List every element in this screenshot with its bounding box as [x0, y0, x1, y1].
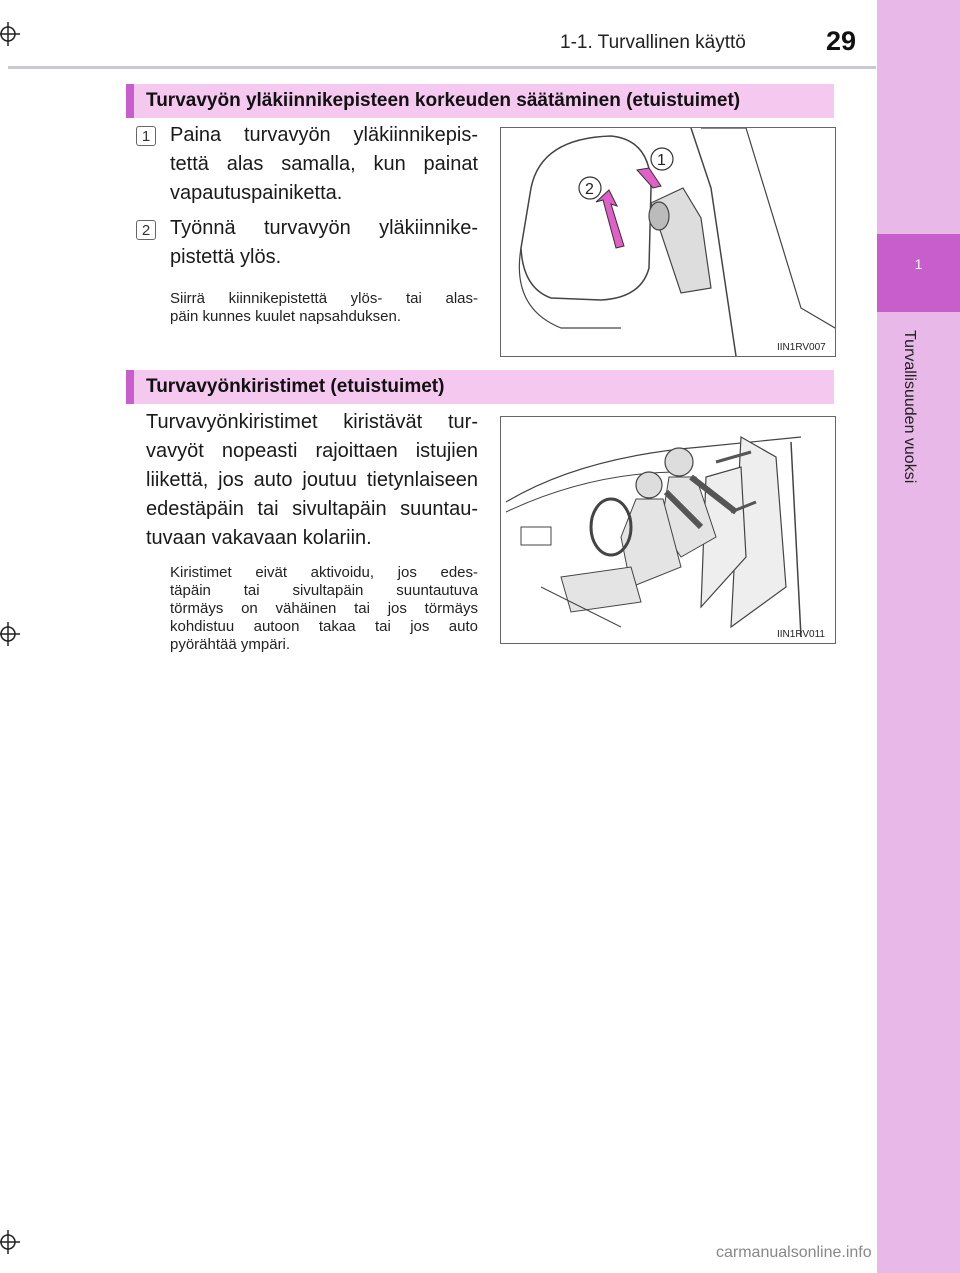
- step-marker: 1: [136, 126, 156, 146]
- step-1-text: Paina turvavyön yläkiinnikepis- tettä alas samalla, kun painat vapautuspainiketta.: [170, 124, 478, 204]
- chapter-tab[interactable]: [877, 234, 960, 312]
- pretensioner-drawing: [501, 417, 835, 643]
- registration-mark-icon: [0, 1230, 20, 1254]
- step-2-text: Työnnä turvavyön yläkiinnike- pistettä ylös.: [170, 217, 478, 268]
- registration-mark-icon: [0, 622, 20, 646]
- section-title: Turvavyön yläkiinnikepisteen korkeuden säätäminen (etuistuimet): [146, 90, 741, 111]
- running-header: 1-1. Turvallinen käyttö: [560, 32, 746, 53]
- pretensioner-illustration: [500, 416, 836, 644]
- pretensioner-note: Kiristimet eivät aktivoidu, jos edes- täpäin tai sivultapäin suuntautuva törmäys on vähäinen tai jos törmäys kohdistuu autoon takaa tai jos auto pyörähtää ympäri.: [170, 564, 478, 653]
- page-number: 29: [826, 26, 857, 56]
- watermark: carmanualsonline.info: [716, 1244, 872, 1261]
- section-title: Turvavyönkiristimet (etuistuimet): [146, 376, 445, 397]
- section-heading-anchor-height: [126, 84, 834, 118]
- header-rule: [8, 66, 876, 69]
- note-text: Siirrä kiinnikepistettä ylös- tai alas- päin kunnes kuulet napsahduksen.: [170, 290, 478, 325]
- illustration-code: IIN1RV011: [777, 629, 825, 640]
- pretensioner-body: Turvavyönkiristimet kiristävät tur- vavyöt nopeasti rajoittaen istujien liikettä, jos auto joutuu tietynlaiseen edestäpäin tai sivultapäin suuntau- tuvaan vakavaan kolariin.: [146, 411, 478, 549]
- registration-mark-icon: [0, 22, 20, 46]
- side-tab-strip: [877, 0, 960, 1273]
- callout-2: 2: [585, 181, 594, 198]
- seatbelt-anchor-drawing: [501, 128, 835, 356]
- seatbelt-anchor-illustration: [500, 127, 836, 357]
- callout-1: 1: [657, 152, 666, 169]
- section-heading-pretensioners: [126, 370, 834, 404]
- illustration-code: IIN1RV007: [777, 342, 826, 353]
- step-marker: 2: [136, 220, 156, 240]
- chapter-number: 1: [914, 256, 923, 272]
- chapter-label: Turvallisuuden vuoksi: [901, 330, 918, 484]
